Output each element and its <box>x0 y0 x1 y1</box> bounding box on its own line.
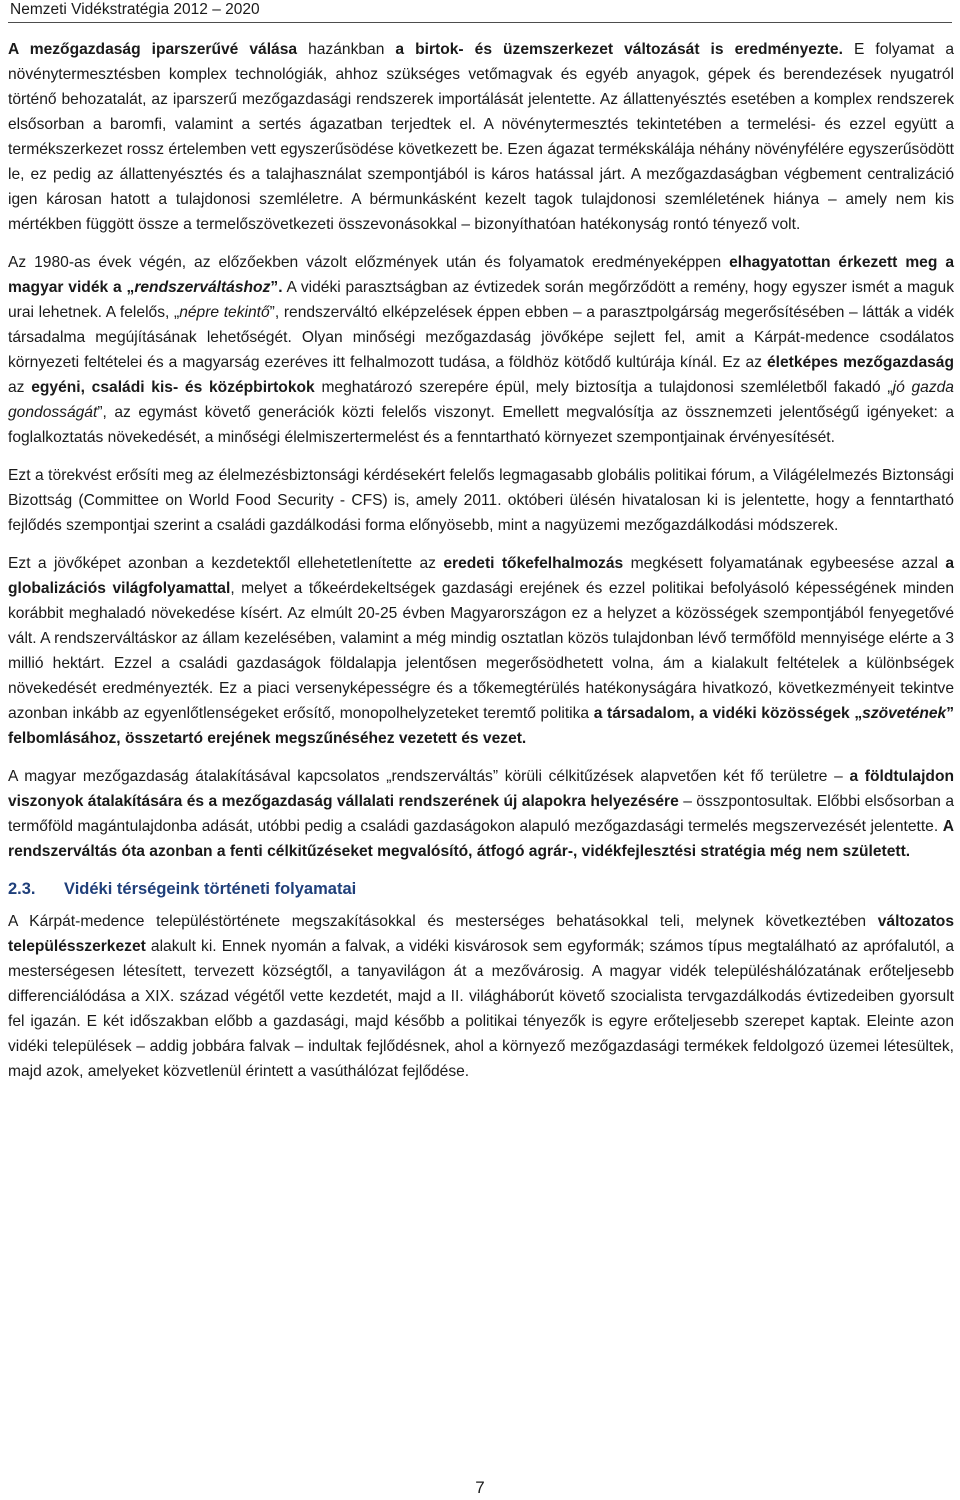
paragraph-3 <box>8 463 954 538</box>
text-run: változatos településszerkezet <box>8 913 954 955</box>
text-run: ”, az egymást követő generációk közti felelős viszonyt. Emellett megvalósítja az össznemzeti jelentőségű igényeket: a foglalkoztatás növekedését, a minőségi élelmiszertermelést és a fenntartható környezet szempontjainak érvényesítését. <box>8 404 954 446</box>
text-run: alakult ki. Ennek nyomán a falvak, a vidéki kisvárosok sem egyformák; számos típus megtalálható az aprófalutól, a mesterségesen létesített, tervezett községtől, a tanyavilágon át a mezővárosig. A magyar vidék településhálózatának erőteljesebb differenciálódása a XIX. század végétől vette kezdetét, majd a II. világháborút követő szocialista tervgazdálkodás évtizedeiben gyorsult fel igazán. E két időszakban előbb a gazdasági, majd később a politikai tényezők is egyre erőteljesebb szerepet kaptak. Eleinte azon vidéki települések – addig jobbára falvak – indultak fejlődésnek, ahol a környező mezőgazdasági termékek feldolgozó üzemei létesültek, majd azok, amelyeket közvetlenül érintett a vasúthálózat fejlődése. <box>8 938 954 1080</box>
text-run: a birtok- és üzemszerkezet változását is eredményezte. <box>395 41 843 58</box>
text-run: életképes mezőgazdaság <box>766 354 954 371</box>
text-run: Ezt a törekvést erősíti meg az élelmezésbiztonsági kérdésekért felelős legmagasabb globális politikai fórum, a Világélelmezés Biztonsági Bizottság (Committee on World Food Security - CFS) is, amely 2011. októberi ülésén hivatalosan ki is jelentette, hogy a fenntartható fejlődés szempontjai szerint a családi gazdálkodási forma előnyösebb, mint a nagyüzemi mezőgazdálkodási módszerek. <box>8 467 954 534</box>
paragraph-5 <box>8 764 954 864</box>
document-body <box>8 37 954 1097</box>
text-run: hazánkban <box>297 41 396 58</box>
text-run: A vidéki parasztságban az évtizedek során megőrződött a remény, hogy egyszer ismét a maguk urai lehetnek. A felelős, „ <box>8 279 954 321</box>
text-run: A Kárpát-medence településtörténete megszakításokkal és mesterséges behatásokkal teli, melynek következtében <box>8 913 878 930</box>
text-run: az <box>8 379 32 396</box>
text-run: E folyamat a növénytermesztésben komplex technológiák, ahhoz szükséges vetőmagvak és egyéb anyagok, gépek és berendezések nyugatról történő behozatalát, az iparszerű mezőgazdasági rendszerek importálását jelentette. Az állattenyésztés esetében a komplex rendszerek elsősorban a baromfi, valamint a sertés ágazatban terjedtek el. A növénytermesztés tekintetében a termelési- és ezzel együtt a termékszerkezet rossz értelemben vett egyszerűsödése következett be. Ezen ágazat termékskálája néhány növényfélére egyszerűsödött le, ez pedig az állattenyésztés és a talajhasználat szempontjából is káros hatással járt. A mezőgazdaságban végbement centralizáció igen károsan hatott a tulajdonosi szemléletre. A bérmunkásként kezelt tagok tulajdonosi szemléletének hiánya – amely nem kis mértékben függött össze a termelőszövetkezeti összevonásokkal – bizonyíthatóan hatékonyság rontó tényező volt. <box>8 41 954 233</box>
section-title: Vidéki térségeink történeti folyamatai <box>64 880 357 898</box>
paragraph-6 <box>8 909 954 1084</box>
text-run: A magyar mezőgazdaság átalakításával kapcsolatos „rendszerváltás” körüli célkitűzések alapvetően két fő területre – <box>8 768 850 785</box>
text-run: egyéni, családi kis- és középbirtokok <box>31 379 315 396</box>
text-run: , melyet a tőkeérdekeltségek gazdasági erejének és ezzel politikai befolyásoló képességének minden korábbit meghaladó növekedése kísért. Az elmúlt 20-25 évben Magyarországon ez a helyzet a közösségek szempontjából fenyegetővé vált. A rendszerváltáskor az állam kezelésében, valamint a még mindig osztatlan közös tulajdonban lévő termőföld mennyisége elérte a 3 millió hektárt. Ezzel a családi gazdaságok földalapja jelentősen megerősödhetett volna, ám a kialakult feltételek a különbségek növekedését eredményezték. Ez a piaci versenyképességre és a tőkemegtérülés hatékonyságára hivatkozó, következményeit tekintve azonban inkább az egyenlőtlenségeket erősítő, monopolhelyzeteket teremtő politika <box>8 580 954 722</box>
text-run: eredeti tőkefelhalmozás <box>443 555 624 572</box>
text-run: szövetének <box>862 705 947 722</box>
text-run: a társadalom, a vidéki közösségek „ <box>593 705 863 722</box>
page-number: 7 <box>475 1478 485 1497</box>
text-run: elhagyatottan érkezett meg a magyar vidék a „ <box>8 254 954 296</box>
section-heading <box>8 877 954 901</box>
text-run: a globalizációs világfolyamattal <box>8 555 955 597</box>
text-run: A mezőgazdaság iparszerűvé válása <box>8 41 298 58</box>
text-run: ” felbomlásához, összetartó erejének megszűnéséhez vezetett és vezet. <box>8 705 955 747</box>
text-run: jó gazda gondosságát <box>8 379 954 421</box>
text-run: – összpontosultak. Előbbi elsősorban a termőföld magántulajdonba adását, utóbbi pedig a családi gazdaságokon alapuló mezőgazdasági termelés megszervezését jelentette. <box>8 793 954 835</box>
paragraph-1 <box>8 37 954 237</box>
text-run: rendszerváltáshoz <box>134 279 271 296</box>
section-number: 2.3. <box>8 880 36 898</box>
text-run: A rendszerváltás óta azonban a fenti célkitűzéseket megvalósító, átfogó agrár-, vidékfejlesztési stratégia még nem született. <box>8 818 954 860</box>
text-run: Ezt a jövőképet azonban a kezdetektől ellehetetlenítette az <box>8 555 444 572</box>
text-run: a földtulajdon viszonyok átalakítására és a mezőgazdaság vállalati rendszerének új alapokra helyezésére <box>8 768 955 810</box>
text-run: meghatározó szerepére épül, mely biztosítja a tulajdonosi szemléletből fakadó „ <box>314 379 893 396</box>
paragraph-4 <box>8 551 954 751</box>
text-run: népre tekintő <box>179 304 270 321</box>
header-title: Nemzeti Vidékstratégia 2012 – 2020 <box>10 1 260 18</box>
text-run: megkésett folyamatának egybeesése azzal <box>623 555 946 572</box>
text-run: Az 1980-as évek végén, az előzőekben vázolt előzmények után és folyamatok eredményeképpen <box>8 254 730 271</box>
text-run: ”. <box>270 279 283 296</box>
paragraph-2 <box>8 250 954 450</box>
page-header <box>8 0 952 23</box>
text-run: ”, rendszerváltó elképzelések éppen ebben – a parasztpolgárság megerősítésében – látták a vidék társadalma megújításának lehetőségét. Olyan minőségi mezőgazdaság jövőképe sejlett fel, amit a Kárpát-medence csodálatos környezeti feltételei és a magyarság ezeréves itt felhalmozott tudása, a földhöz kötődő kultúrája kínál. Ez az <box>8 304 954 371</box>
